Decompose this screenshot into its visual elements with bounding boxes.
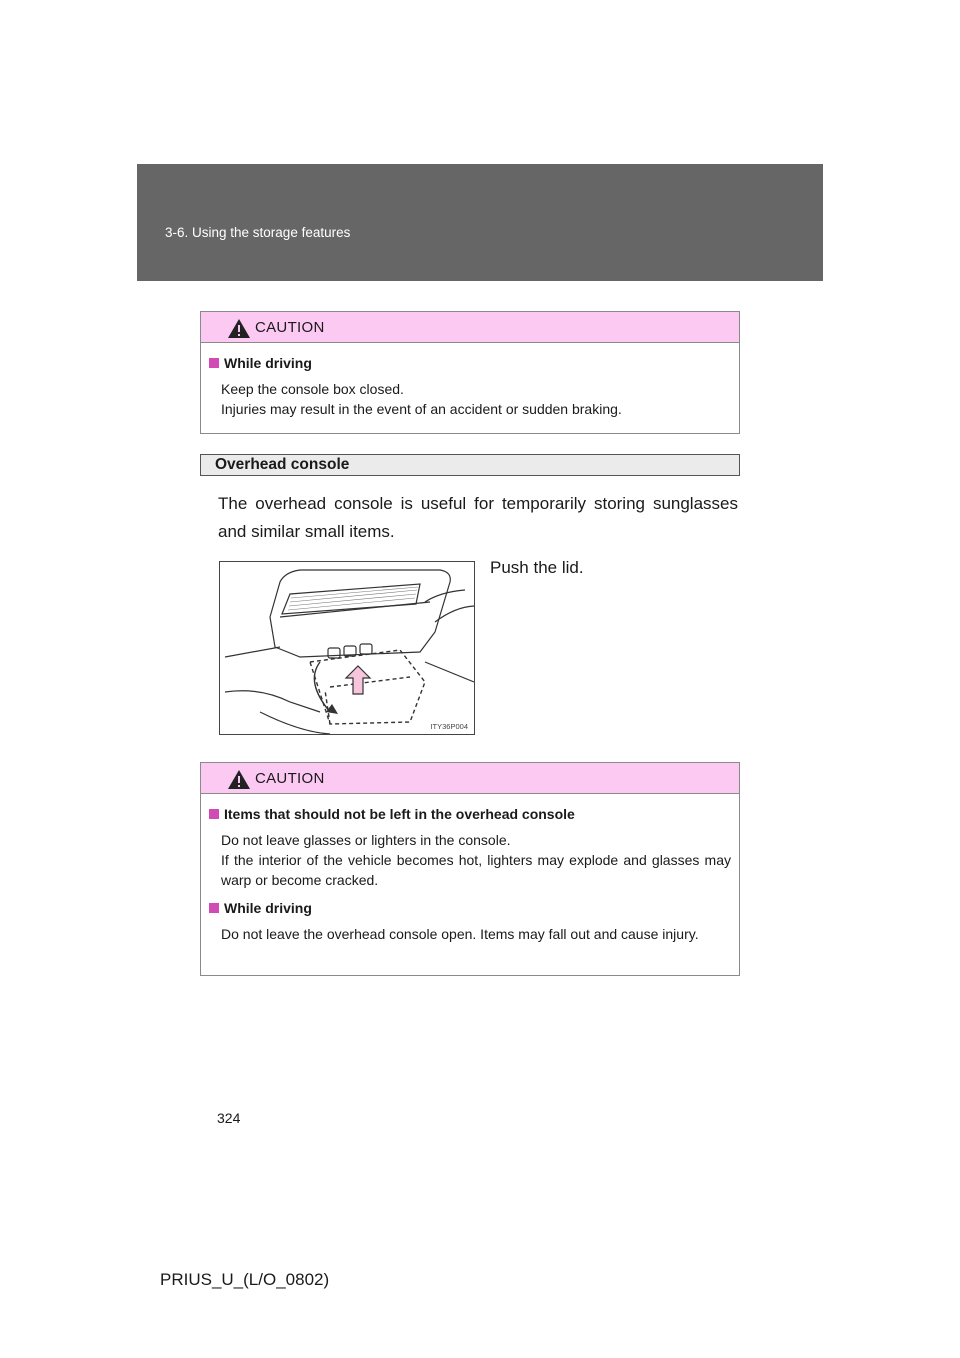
caution-item <box>209 353 731 419</box>
section-heading: Overhead console <box>200 454 740 476</box>
overhead-console-illustration <box>219 561 475 735</box>
caution-item-heading: While driving <box>224 355 312 371</box>
overhead-console-drawing <box>220 562 474 734</box>
warning-icon <box>227 769 251 790</box>
caution-item <box>209 804 731 890</box>
caution-box-overhead <box>200 762 740 976</box>
caution-item <box>209 898 731 944</box>
caution-item-text: Keep the console box closed. Injuries may result in the event of an accident or sudden braking. <box>221 381 622 417</box>
figure-instruction: Push the lid. <box>490 558 584 577</box>
caution-item-text: Do not leave glasses or lighters in the console. If the interior of the vehicle becomes hot, lighters may explode and glasses may warp or become cracked. <box>221 832 731 888</box>
header-band <box>137 164 823 281</box>
caution-title: CAUTION <box>255 319 325 336</box>
page-number: 324 <box>217 1110 241 1126</box>
intro-paragraph: The overhead console is useful for temporarily storing sunglasses and similar small items. <box>218 494 738 541</box>
caution-header <box>201 312 739 343</box>
square-bullet-icon <box>209 903 219 913</box>
square-bullet-icon <box>209 809 219 819</box>
caution-item-heading: While driving <box>224 900 312 916</box>
warning-icon <box>227 318 251 339</box>
caution-item-text: Do not leave the overhead console open. Items may fall out and cause injury. <box>221 926 699 942</box>
caution-box-driving <box>200 311 740 434</box>
square-bullet-icon <box>209 358 219 368</box>
document-code: PRIUS_U_(L/O_0802) <box>160 1270 330 1289</box>
figure-code: ITY36P004 <box>430 722 468 731</box>
section-breadcrumb: 3-6. Using the storage features <box>165 225 351 240</box>
caution-title: CAUTION <box>255 770 325 787</box>
caution-header <box>201 763 739 794</box>
caution-item-heading: Items that should not be left in the overhead console <box>224 806 575 822</box>
